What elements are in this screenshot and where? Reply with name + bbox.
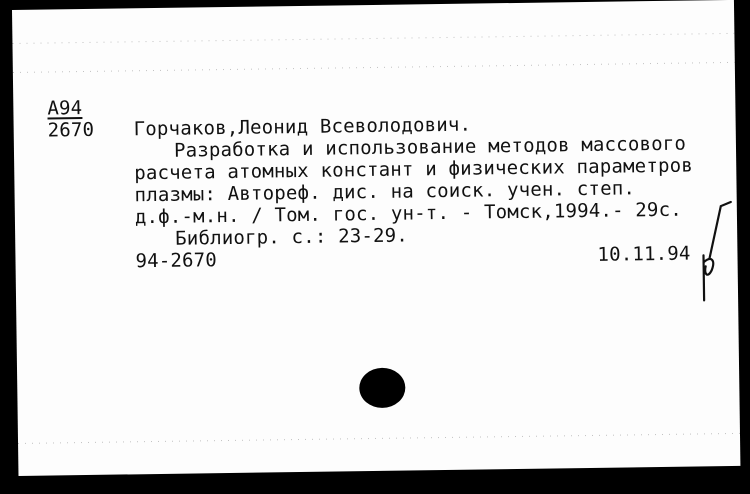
title-line: д.ф.-м.н. / Том. гос. ун-т. - Томск,1994.- 29с. <box>134 198 683 229</box>
divider <box>13 62 735 73</box>
punch-hole <box>359 368 406 409</box>
inventory-number: 94-2670 <box>135 249 218 273</box>
author: Горчаков,Леонид Всеволодович. <box>133 113 472 141</box>
divider <box>12 33 734 44</box>
catalog-card <box>12 0 740 476</box>
title-line: Разработка и использование методов массового <box>173 132 687 162</box>
shelfmark: А94 <box>47 97 83 120</box>
date: 10.11.94 <box>597 242 691 266</box>
divider <box>18 433 740 444</box>
signature-mark <box>697 200 739 311</box>
title-line: расчета атомных констант и физических параметров <box>134 154 694 185</box>
call-number: 2670 <box>47 118 95 142</box>
bibliography: Библиогр. с.: 23-29. <box>175 224 409 250</box>
title-line: плазмы: Автореф. дис. на соиск. учен. степ. <box>134 177 636 207</box>
